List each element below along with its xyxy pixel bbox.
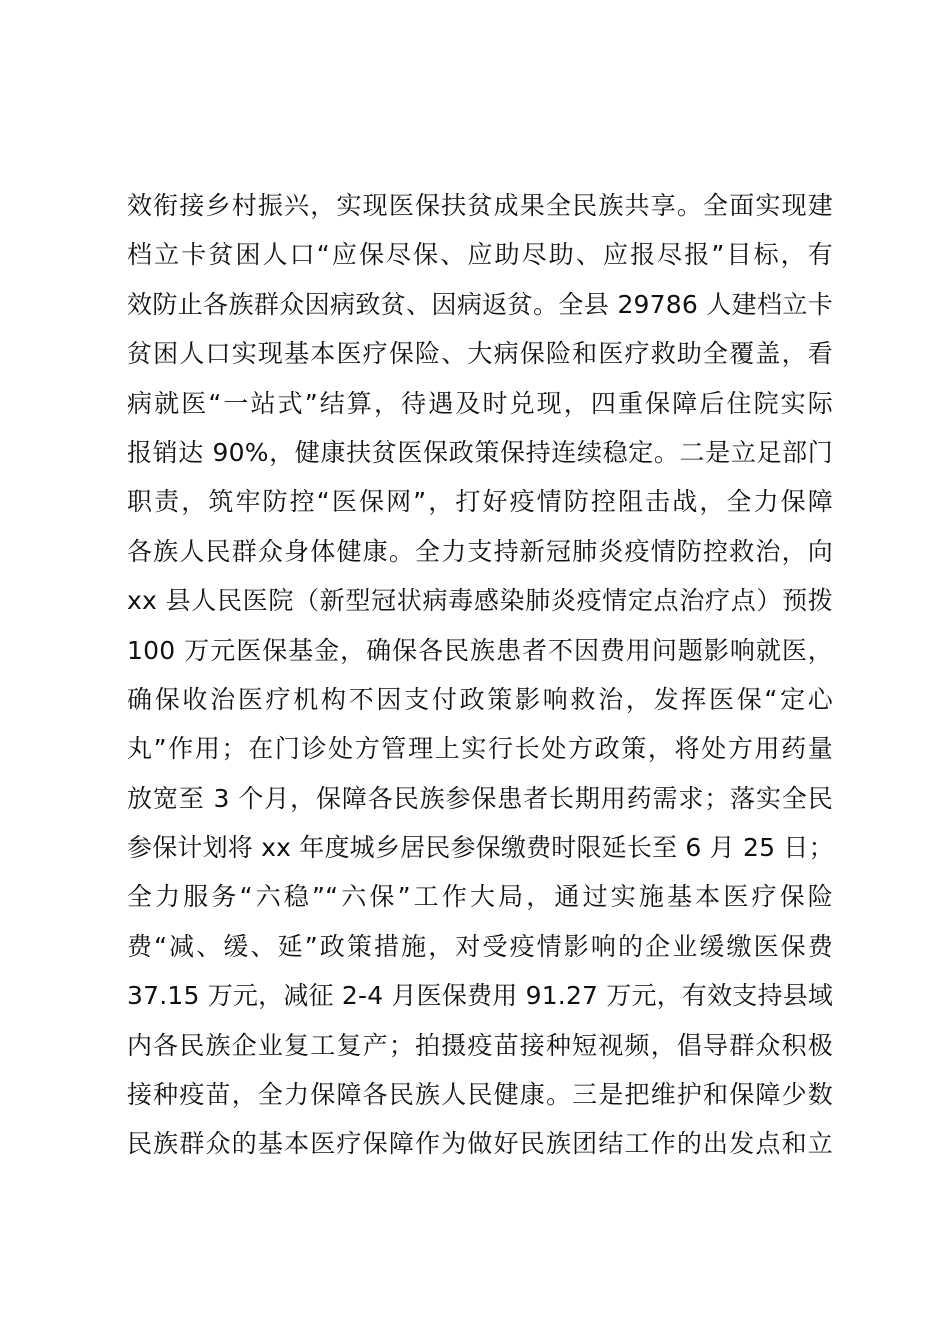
body-paragraph	[127, 181, 833, 1169]
text-line-17: 37.15 万元，减征 2-4 月医保费用 91.27 万元，有效支持县域	[127, 981, 834, 1011]
text-line-5: 病就医“一站式”结算，待遇及时兑现，四重保障后住院实际	[127, 388, 833, 418]
text-line-16: 费“减、缓、延”政策措施，对受疫情影响的企业缓缴医保费	[127, 931, 833, 961]
text-line-7: 职责，筑牢防控“医保网”，打好疫情防控阻击战，全力保障	[127, 487, 833, 517]
text-line-4: 贫困人口实现基本医疗保险、大病保险和医疗救助全覆盖，看	[127, 339, 833, 369]
text-line-9: xx 县人民医院（新型冠状病毒感染肺炎疫情定点治疗点）预拨	[127, 586, 833, 616]
text-line-2: 档立卡贫困人口“应保尽保、应助尽助、应报尽报”目标，有	[127, 240, 833, 270]
text-line-8: 各族人民群众身体健康。全力支持新冠肺炎疫情防控救治，向	[127, 536, 833, 566]
text-line-14: 参保计划将 xx 年度城乡居民参保缴费时限延长至 6 月 25 日；	[127, 833, 834, 863]
text-line-11: 确保收治医疗机构不因支付政策影响救治，发挥医保“定心	[127, 684, 833, 714]
text-line-12: 丸”作用；在门诊处方管理上实行长处方政策，将处方用药量	[127, 734, 833, 764]
text-line-6: 报销达 90%，健康扶贫医保政策保持连续稳定。二是立足部门	[127, 437, 833, 467]
text-line-19: 接种疫苗，全力保障各民族人民健康。三是把维护和保障少数	[127, 1080, 833, 1110]
text-line-10: 100 万元医保基金，确保各民族患者不因费用问题影响就医，	[127, 635, 833, 665]
text-line-15: 全力服务“六稳”“六保”工作大局，通过实施基本医疗保险	[127, 882, 833, 912]
text-line-1: 效衔接乡村振兴，实现医保扶贫成果全民族共享。全面实现建	[127, 191, 833, 220]
text-line-3: 效防止各族群众因病致贫、因病返贫。全县 29786 人建档立卡	[127, 289, 833, 319]
text-line-13: 放宽至 3 个月，保障各民族参保患者长期用药需求；落实全民	[127, 783, 833, 813]
text-line-20: 民族群众的基本医疗保障作为做好民族团结工作的出发点和立	[127, 1129, 833, 1159]
text-line-18: 内各民族企业复工复产；拍摄疫苗接种短视频，倡导群众积极	[127, 1030, 833, 1060]
